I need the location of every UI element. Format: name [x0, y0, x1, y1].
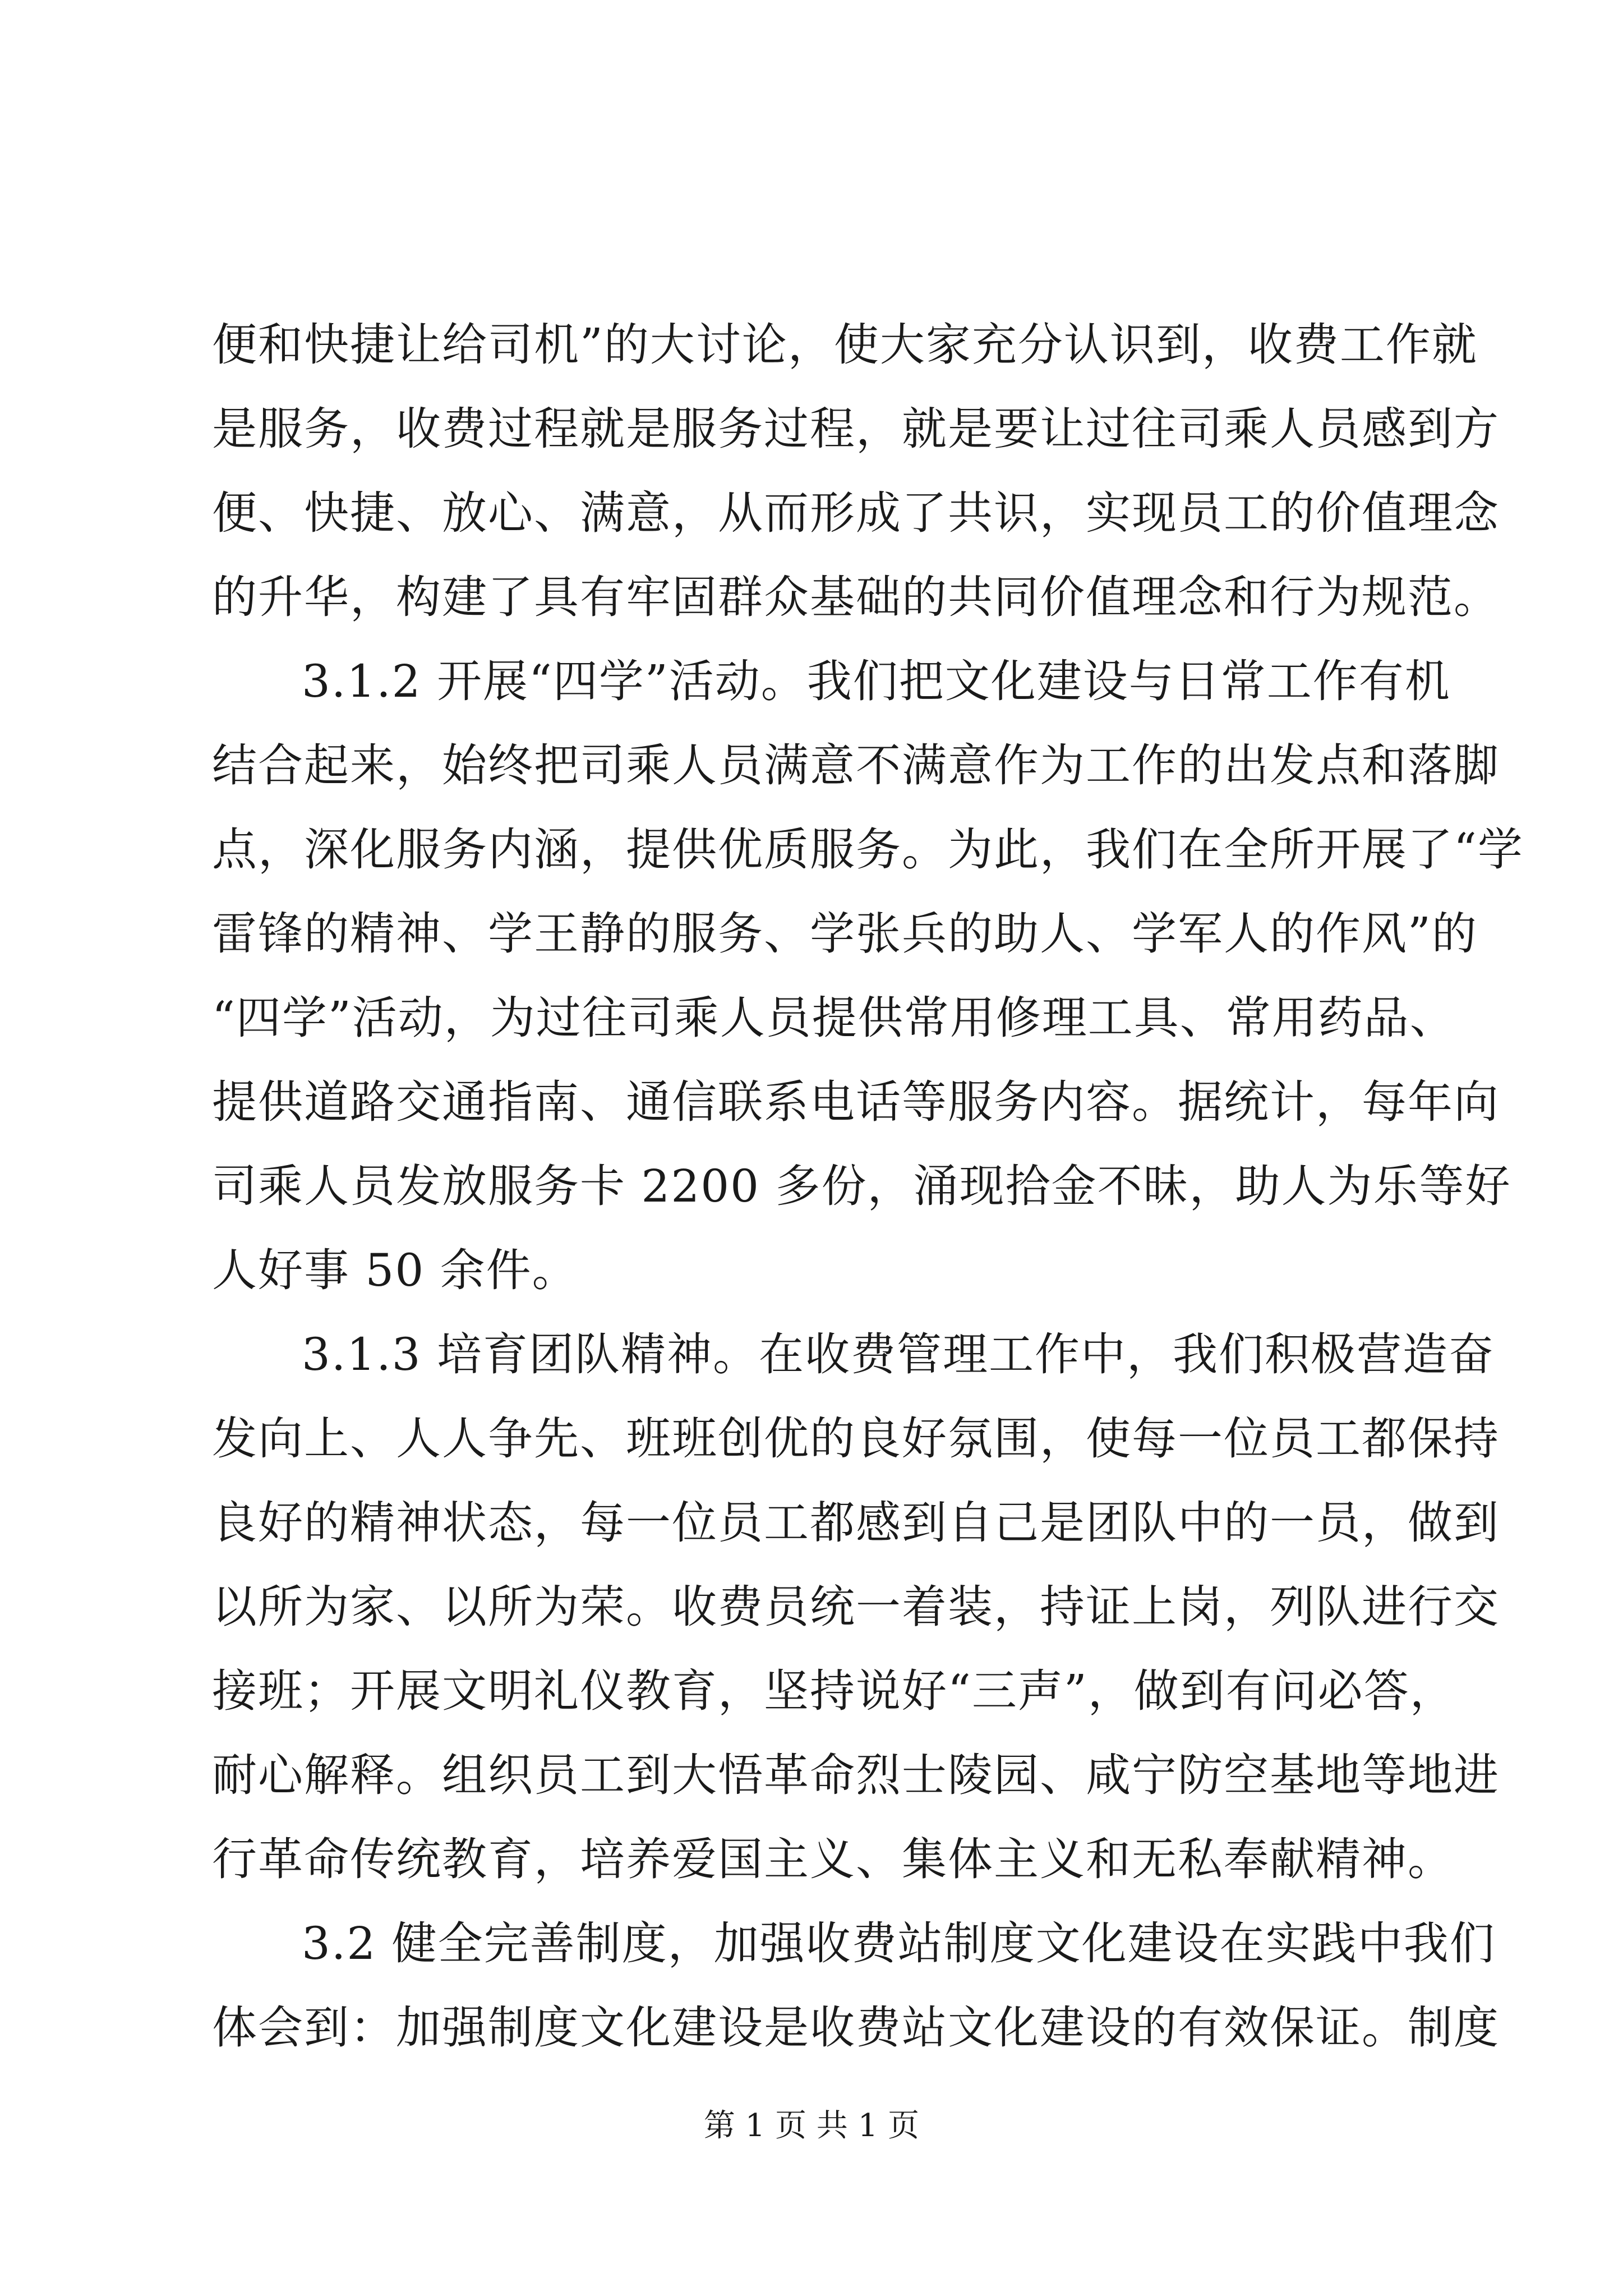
text-line: 接班；开展文明礼仪教育，坚持说好“三声”，做到有问必答， — [212, 1665, 1456, 1717]
text-line: 结合起来，始终把司乘人员满意不满意作为工作的出发点和落脚 — [212, 739, 1500, 792]
text-line: 是服务，收费过程就是服务过程，就是要让过往司乘人员感到方 — [212, 403, 1500, 455]
text-line: 良好的精神状态，每一位员工都感到自己是团队中的一员，做到 — [212, 1497, 1500, 1549]
text-line: 便和快捷让给司机”的大讨论，使大家充分认识到，收费工作就 — [212, 319, 1478, 371]
text-line: 行革命传统教育，培养爱国主义、集体主义和无私奉献精神。 — [212, 1833, 1454, 1885]
paragraph-start-line: 3.1.2 开展“四学”活动。我们把文化建设与日常工作有机 — [302, 655, 1451, 707]
text-line: 便、快捷、放心、满意，从而形成了共识，实现员工的价值理念 — [212, 487, 1500, 539]
text-line: 发向上、人人争先、班班创优的良好氛围，使每一位员工都保持 — [212, 1412, 1500, 1465]
text-line: 司乘人员发放服务卡 2200 多份，涌现拾金不昧，助人为乐等好 — [212, 1160, 1511, 1212]
text-line: 点，深化服务内涵，提供优质服务。为此，我们在全所开展了“学 — [212, 823, 1524, 876]
text-line: 以所为家、以所为荣。收费员统一着装，持证上岗，列队进行交 — [212, 1581, 1500, 1633]
text-line: 提供道路交通指南、通信联系电话等服务内容。据统计，每年向 — [212, 1076, 1500, 1128]
text-line: “四学”活动，为过往司乘人员提供常用修理工具、常用药品、 — [212, 992, 1456, 1044]
paragraph-start-line: 3.2 健全完善制度，加强收费站制度文化建设在实践中我们 — [302, 1917, 1496, 1970]
text-line: 的升华，构建了具有牢固群众基础的共同价值理念和行为规范。 — [212, 571, 1500, 623]
text-line: 雷锋的精神、学王静的服务、学张兵的助人、学军人的作风”的 — [212, 908, 1478, 960]
text-line: 体会到：加强制度文化建设是收费站文化建设的有效保证。制度 — [212, 2001, 1500, 2054]
text-line: 耐心解释。组织员工到大悟革命烈士陵园、咸宁防空基地等地进 — [212, 1749, 1500, 1801]
page-footer: 第 1 页 共 1 页 — [703, 2108, 920, 2144]
paragraph-start-line: 3.1.3 培育团队精神。在收费管理工作中，我们积极营造奋 — [302, 1328, 1495, 1381]
text-line: 人好事 50 余件。 — [212, 1244, 578, 1296]
